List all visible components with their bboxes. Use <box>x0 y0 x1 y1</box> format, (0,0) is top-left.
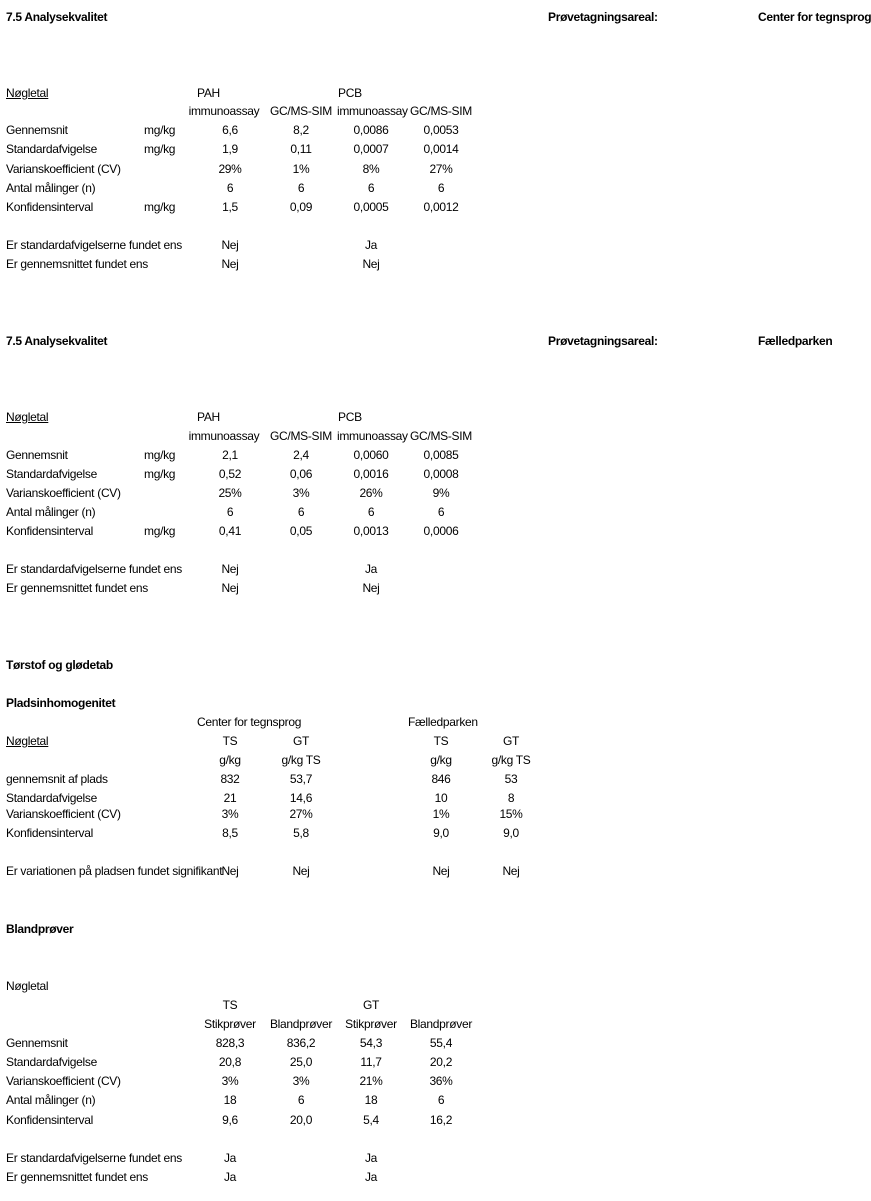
table-cell: 9,6 <box>222 1113 238 1127</box>
table-cell: 3% <box>221 1074 239 1088</box>
table-header-label: Nøgletal <box>6 86 49 100</box>
method-header: immunoassay <box>188 104 260 118</box>
method-header: immunoassay <box>337 104 408 118</box>
table-header-label: Nøgletal <box>6 979 49 993</box>
question-label: Er variationen på pladsen fundet signifikant <box>6 864 223 878</box>
table-cell: 6 <box>226 181 234 195</box>
row-label: Gennemsnit <box>6 1036 68 1050</box>
table-cell: 11,7 <box>360 1055 382 1069</box>
table-cell: 0,41 <box>218 524 242 538</box>
row-label: Standardafvigelse <box>6 467 97 481</box>
table-cell: 9,0 <box>503 826 519 840</box>
question-answer: Nej <box>362 257 380 271</box>
group-header-pcb: PCB <box>338 410 362 424</box>
table-cell: 0,0014 <box>423 142 459 156</box>
question-answer: Ja <box>223 1170 237 1184</box>
table-cell: 20,2 <box>429 1055 453 1069</box>
question-answer: Nej <box>502 864 520 878</box>
table-cell: 0,0060 <box>353 448 389 462</box>
column-header: TS <box>222 734 238 748</box>
table-cell: 16,2 <box>429 1113 453 1127</box>
question-answer: Ja <box>364 1170 378 1184</box>
row-unit: mg/kg <box>144 448 176 462</box>
table-cell: 21 <box>223 791 237 805</box>
table-cell: 9,0 <box>433 826 449 840</box>
unit-header: g/kg TS <box>491 753 531 767</box>
table-cell: 0,0008 <box>423 467 459 481</box>
table-cell: 5,4 <box>363 1113 379 1127</box>
row-label: Standardafvigelse <box>6 1055 97 1069</box>
unit-header: g/kg <box>430 753 452 767</box>
row-label: Varianskoefficient (CV) <box>6 486 121 500</box>
row-label: Antal målinger (n) <box>6 1093 96 1107</box>
table-cell: 29% <box>218 162 242 176</box>
row-unit: mg/kg <box>144 142 176 156</box>
method-header: Stikprøver <box>345 1017 397 1031</box>
table-cell: 2,1 <box>222 448 238 462</box>
method-header: GC/MS-SIM <box>270 429 332 443</box>
table-cell: 0,0013 <box>353 524 389 538</box>
row-unit: mg/kg <box>144 123 176 137</box>
question-label: Er gennemsnittet fundet ens <box>6 581 148 595</box>
place-header: Fælledparken <box>408 715 478 729</box>
table-cell: 6 <box>226 505 234 519</box>
table-cell: 8,2 <box>293 123 309 137</box>
column-header: GT <box>292 734 310 748</box>
row-label: Konfidensinterval <box>6 1113 93 1127</box>
table-cell: 8% <box>362 162 380 176</box>
question-answer: Nej <box>292 864 310 878</box>
question-answer: Nej <box>362 581 380 595</box>
table-cell: 20,0 <box>289 1113 313 1127</box>
group-header-pah: PAH <box>197 86 220 100</box>
question-label: Er gennemsnittet fundet ens <box>6 1170 148 1184</box>
table-cell: 20,8 <box>218 1055 242 1069</box>
method-header: Blandprøver <box>269 1017 333 1031</box>
table-cell: 18 <box>364 1093 378 1107</box>
place-header: Center for tegnsprog <box>197 715 302 729</box>
row-label: Konfidensinterval <box>6 524 93 538</box>
table-cell: 1% <box>432 807 450 821</box>
table-cell: 6 <box>367 181 375 195</box>
question-answer: Nej <box>221 562 239 576</box>
method-header: Blandprøver <box>409 1017 473 1031</box>
question-label: Er gennemsnittet fundet ens <box>6 257 148 271</box>
table-cell: 8 <box>507 791 515 805</box>
row-label: Gennemsnit <box>6 448 68 462</box>
table-cell: 14,6 <box>289 791 313 805</box>
row-label: Konfidensinterval <box>6 200 93 214</box>
section-subtitle: Pladsinhomogenitet <box>6 696 116 710</box>
method-header: immunoassay <box>337 429 408 443</box>
table-cell: 6 <box>297 505 305 519</box>
table-cell: 6 <box>437 505 445 519</box>
row-label: Standardafvigelse <box>6 791 97 805</box>
method-header: GC/MS-SIM <box>270 104 332 118</box>
table-cell: 3% <box>292 1074 310 1088</box>
method-header: GC/MS-SIM <box>410 104 472 118</box>
table-cell: 0,0053 <box>423 123 459 137</box>
table-cell: 9% <box>432 486 450 500</box>
table-cell: 27% <box>429 162 453 176</box>
table-cell: 832 <box>220 772 240 786</box>
table-cell: 55,4 <box>429 1036 453 1050</box>
row-unit: mg/kg <box>144 200 176 214</box>
table-cell: 0,0016 <box>353 467 389 481</box>
table-cell: 0,0085 <box>423 448 459 462</box>
row-label: gennemsnit af plads <box>6 772 108 786</box>
question-label: Er standardafvigelserne fundet ens <box>6 562 182 576</box>
table-cell: 10 <box>434 791 448 805</box>
table-cell: 18 <box>223 1093 237 1107</box>
question-answer: Ja <box>364 1151 378 1165</box>
row-label: Antal målinger (n) <box>6 181 96 195</box>
table-cell: 1% <box>292 162 310 176</box>
table-cell: 26% <box>359 486 383 500</box>
table-cell: 846 <box>431 772 451 786</box>
table-cell: 36% <box>429 1074 453 1088</box>
table-cell: 0,0005 <box>353 200 389 214</box>
column-header: GT <box>502 734 520 748</box>
group-header-pah: PAH <box>197 410 220 424</box>
row-label: Standardafvigelse <box>6 142 97 156</box>
group-header: GT <box>362 998 380 1012</box>
row-label: Antal målinger (n) <box>6 505 96 519</box>
table-cell: 0,52 <box>218 467 242 481</box>
row-label: Varianskoefficient (CV) <box>6 807 121 821</box>
table-cell: 0,0086 <box>353 123 389 137</box>
area-label: Prøvetagningsareal: <box>548 334 658 348</box>
method-header: GC/MS-SIM <box>410 429 472 443</box>
group-header: TS <box>222 998 238 1012</box>
question-label: Er standardafvigelserne fundet ens <box>6 1151 182 1165</box>
group-header-pcb: PCB <box>338 86 362 100</box>
table-cell: 0,11 <box>290 142 312 156</box>
question-answer: Ja <box>223 1151 237 1165</box>
table-cell: 53 <box>504 772 518 786</box>
table-cell: 6 <box>297 1093 305 1107</box>
table-cell: 6 <box>367 505 375 519</box>
section-title: Tørstof og glødetab <box>6 658 113 672</box>
table-cell: 2,4 <box>293 448 309 462</box>
table-cell: 836,2 <box>286 1036 316 1050</box>
row-unit: mg/kg <box>144 467 176 481</box>
table-cell: 1,9 <box>222 142 238 156</box>
question-answer: Nej <box>221 257 239 271</box>
question-answer: Ja <box>364 238 378 252</box>
section-title: 7.5 Analysekvalitet <box>6 10 108 24</box>
table-cell: 1,5 <box>222 200 238 214</box>
table-cell: 8,5 <box>222 826 238 840</box>
question-answer: Nej <box>221 864 239 878</box>
table-cell: 21% <box>359 1074 383 1088</box>
unit-header: g/kg TS <box>281 753 321 767</box>
question-answer: Nej <box>221 238 239 252</box>
table-cell: 0,0012 <box>423 200 459 214</box>
table-header-label: Nøgletal <box>6 410 49 424</box>
table-cell: 0,0006 <box>423 524 459 538</box>
table-cell: 27% <box>289 807 313 821</box>
table-cell: 0,05 <box>289 524 313 538</box>
row-label: Konfidensinterval <box>6 826 93 840</box>
row-label: Varianskoefficient (CV) <box>6 1074 121 1088</box>
table-cell: 828,3 <box>215 1036 245 1050</box>
area-value: Fælledparken <box>758 334 833 348</box>
question-answer: Nej <box>221 581 239 595</box>
table-cell: 3% <box>292 486 310 500</box>
table-cell: 5,8 <box>293 826 309 840</box>
table-cell: 15% <box>499 807 523 821</box>
table-cell: 6 <box>437 181 445 195</box>
table-cell: 0,06 <box>289 467 313 481</box>
question-answer: Nej <box>432 864 450 878</box>
table-cell: 6 <box>297 181 305 195</box>
table-cell: 0,0007 <box>353 142 389 156</box>
table-cell: 3% <box>221 807 239 821</box>
table-cell: 54,3 <box>359 1036 383 1050</box>
table-cell: 25% <box>218 486 242 500</box>
table-cell: 0,09 <box>289 200 313 214</box>
table-cell: 25,0 <box>289 1055 313 1069</box>
table-cell: 6,6 <box>222 123 238 137</box>
section-title: Blandprøver <box>6 922 74 936</box>
row-label: Varianskoefficient (CV) <box>6 162 121 176</box>
method-header: Stikprøver <box>204 1017 256 1031</box>
row-unit: mg/kg <box>144 524 176 538</box>
question-label: Er standardafvigelserne fundet ens <box>6 238 182 252</box>
table-cell: 53,7 <box>289 772 313 786</box>
section-title: 7.5 Analysekvalitet <box>6 334 108 348</box>
question-answer: Ja <box>364 562 378 576</box>
area-label: Prøvetagningsareal: <box>548 10 658 24</box>
unit-header: g/kg <box>219 753 241 767</box>
method-header: immunoassay <box>188 429 260 443</box>
row-label: Gennemsnit <box>6 123 68 137</box>
area-value: Center for tegnsprog <box>758 10 871 24</box>
column-header: TS <box>433 734 449 748</box>
table-cell: 6 <box>437 1093 445 1107</box>
table-header-label: Nøgletal <box>6 734 49 748</box>
